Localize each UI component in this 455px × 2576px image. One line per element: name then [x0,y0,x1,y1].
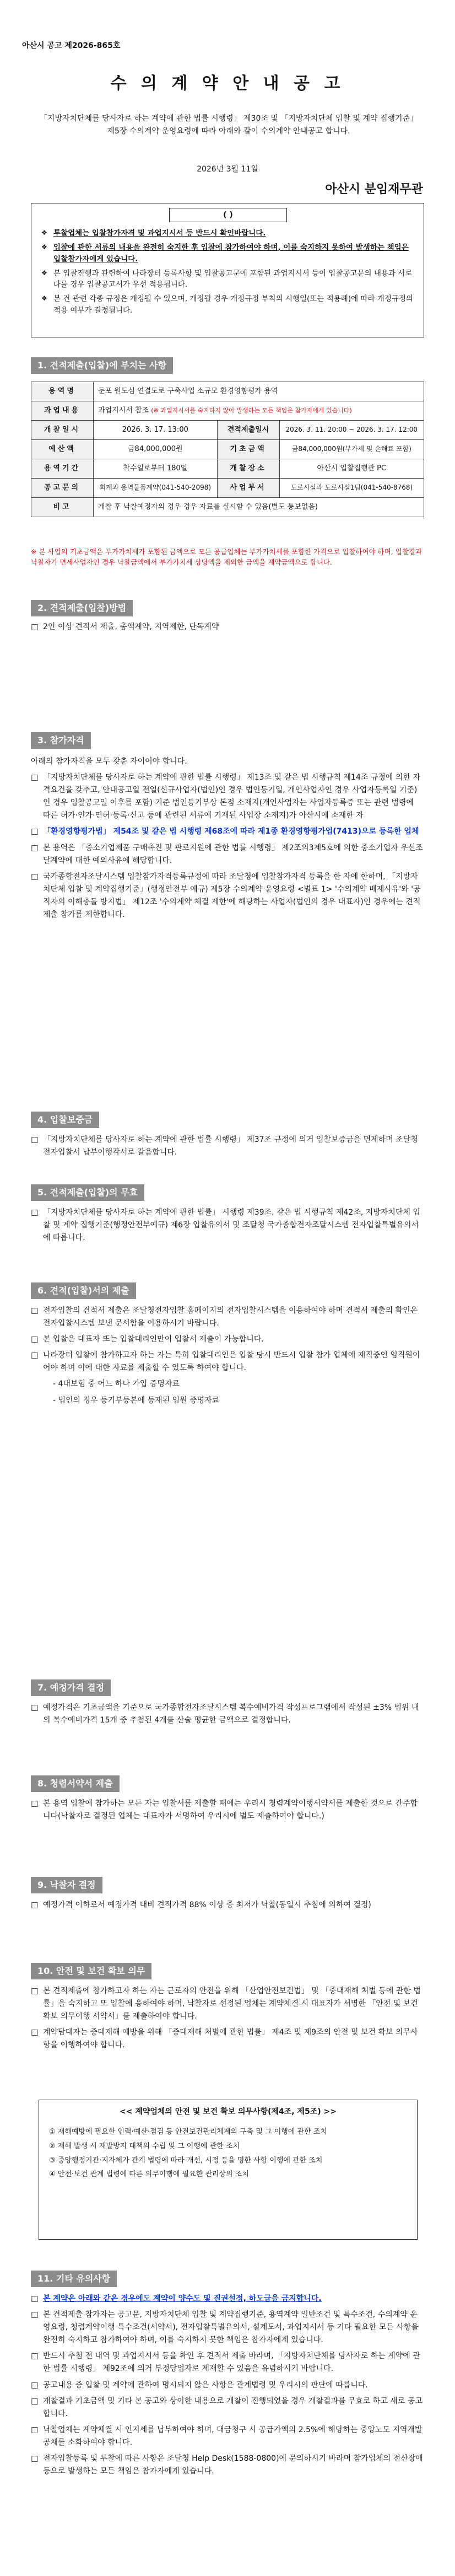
list-item: ☐ 「지방자치단체를 당사자로 하는 계약에 관한 법률 시행령」 제37조 규정에 의거 입찰보증금을 면제하며 조달청 전자입찰서 납부이행각서로 갈음합니다. [31,1134,423,1159]
label-submit: 견적제출일시 [217,421,279,440]
notice-box [31,203,424,337]
list-item: ① 재해예방에 필요한 인력·예산·점검 등 안전보건관리체계의 구축 및 그 이행에 관한 조치 [49,2128,327,2136]
table-row [31,382,424,401]
list-item: ☐ 본 입찰은 대표자 또는 입찰대리인만이 입찰서 제출이 가능합니다. [31,1333,423,1346]
notice-item: ❖ 본 입찰진행과 관련하여 나라장터 등록사항 및 입찰공고문에 포함된 과업지시서 등이 입찰공고문의 내용과 서로 다를 경우 입찰공고서가 우선 적용됩니다. [41,268,416,291]
section-heading-4: 4. 입찰보증금 [31,1112,99,1128]
section-heading-2: 2. 견적제출(입찰)방법 [31,600,133,616]
list-item: ☐ 본 계약은 아래와 같은 경우에도 계약이 양수도 및 질권설정, 하도급을 금지합니다. [31,2293,423,2305]
notice-item: ❖ 본 건 관련 각종 규정은 개정될 수 있으며, 개정될 경우 개정규정 부칙의 시행일(또는 적용례)에 따라 개정규정의 적용 여부가 결정됩니다. [41,293,416,316]
label-name: 용역명 [31,382,94,401]
list-item: ☐ 나라장터 입찰에 참가하고자 하는 자는 특히 입찰대리인은 입찰 당시 반드시 입찰 참가 업체에 재직중인 임직원이어야 하며 이에 대한 자료를 제출할 수 있도록 하여야 합니다. [31,1349,423,1375]
label-base: 기초금액 [217,440,279,459]
issuing-org: 아산시 분임재무관 [325,183,423,196]
intro-text: 「지방자치단체를 당사자로 하는 계약에 관한 법률 시행령」 제30조 및 「지방자치단체 입찰 및 계약 집행기준」 제5장 수의계약 운영요령에 따라 아래와 같이 수의계약 안내공고 합니다. [39,114,418,136]
list-item: ☐ 반드시 추첨 전 내역 및 과업지시서 등을 확인 후 견적서 제출 바라며, 「지방자치단체를 당사자로 하는 계약에 관한 법률 시행령」 제92조에 의거 부정당업자로 제재할 수 있음을 유념하시기 바랍니다. [31,2350,423,2375]
table-row [31,479,424,498]
table-row [31,440,424,459]
list-item: ☐ 「환경영향평가법」 제54조 및 같은 법 시행령 제68조에 따라 제1종 환경영향평가업(7413)으로 등록한 업체 [31,825,423,838]
value-base: 금84,000,000원(부가세 및 손해료 포함) [279,440,424,459]
table-row [31,421,424,440]
table-row [31,459,424,479]
value-content: 과업지시서 참조 (※ 과업지시서를 숙지하지 않아 발생하는 모든 책임은 참가자에게 있습니다) [94,401,424,421]
label-note: 비고 [31,498,94,517]
section-heading-6: 6. 견적(입찰)서의 제출 [31,1282,136,1299]
label-duration: 용역기간 [31,459,94,479]
list-subitem: - 4대보험 중 어느 하나 가입 증명자료 [53,1380,180,1389]
section-8-body [31,1797,423,1826]
value-dept: 도로시설과 도로시설1팀(041-540-8768) [279,479,424,498]
label-period: 개찰일시 [31,421,94,440]
list-item: ☐ 공고내용 중 입찰 및 계약에 관하여 명시되지 않은 사항은 관계법령 및 우리시의 판단에 따릅니다. [31,2379,423,2392]
safety-box-title: << 계약업체의 안전 및 보건 확보 의무사항(제4조, 제5조) >> [120,2107,337,2116]
label-contact: 공고문의 [31,479,94,498]
value-contact: 회계과 용역물품계약(041-540-2098) [94,479,218,498]
section-heading-1: 1. 견적제출(입찰)에 부치는 사항 [31,357,173,374]
list-item: ☐ 전자입찰의 견적서 제출은 조달청전자입찰 홈페이지의 전자입찰시스템을 이용하여야 하며 견적서 제출의 확인은 전자입찰시스템 보낸 문서함을 이용하시기 바랍니다. [31,1305,423,1330]
section-9-body [31,1899,423,1915]
section-7-body [31,1702,423,1730]
list-item: ☐ 낙찰업체는 계약체결 시 인지세를 납부하여야 하며, 대금청구 시 공급가액의 2.5%에 해당하는 중앙노도 지역개발공채를 소화하여야 합니다. [31,2424,423,2449]
section-4-body [31,1134,423,1162]
content-warning: (※ 과업지시서를 숙지하지 않아 발생하는 모든 책임은 참가자에게 있습니다) [151,406,352,414]
value-note: 개찰 후 낙찰예정자의 경우 경우 자료를 실시할 수 있음(별도 통보없음) [94,498,424,517]
section-2-body [31,621,423,637]
list-item: ☐ 본 견적제출 참가자는 공고문, 지방자치단체 입찰 및 계약집행기준, 용역계약 일반조건 및 특수조건, 수의계약 운영요령, 청렴계약이행 특수조건(서약서), 전자입찰특별유의서, 설계도서, 과업지시서 등 기타 필요한 모든 사항을 완전히 숙지하고 참가하여야 하며, 이를 숙지하지 못한 책임은 참가자에게 있습니다. [31,2309,423,2347]
safety-list [49,2127,410,2183]
section-3-lead: 아래의 참가자격을 모두 갖춘 자이어야 합니다. [31,757,187,766]
doc-number: 아산시 공고 제2026-865호 [22,41,121,50]
section-heading-5: 5. 견적제출(입찰)의 무효 [31,1184,144,1201]
value-name: 둔포 원도심 연결도로 구축사업 소규모 환경영향평가 용역 [94,382,424,401]
label-dept: 사업부서 [217,479,279,498]
section-heading-11: 11. 기타 유의사항 [31,2271,117,2287]
table-footnote: ※ 본 사업의 기초금액은 부가가치세가 포함된 금액으로 모든 공급업체는 부가가치세를 포함한 가격으로 입찰하여야 하며, 입찰결과 낙찰자가 면세사업자인 경우 낙찰금액에서 부가가치세 상당액을 제외한 금액을 계약금액으로 합니다. [31,548,422,566]
notice-list [41,228,416,319]
notice-item: ❖ 입찰에 관한 서류의 내용을 완전히 숙지한 후 입찰에 참가하여야 하며, 이를 숙지하지 못하여 발생하는 책임은 입찰참가자에게 있습니다. [41,242,416,265]
label-place: 개찰장소 [217,459,279,479]
section-3-body [31,755,423,925]
table-row [31,498,424,517]
announcement-date: 2026년 3월 11일 [197,165,258,174]
list-item: ☐ 본 견적제출에 참가하고자 하는 자는 근로자의 안전을 위해 「산업안전보건법」 및 「중대재해 처벌 등에 관한 법률」을 숙지하고 또 입찰에 응하여야 하며, 낙찰자로 선정된 업체는 계약체결 시 대표자가 서명한 「안전 및 보건 확보 의무이행 서약서」를 제출하여야 합니다. [31,1985,423,2023]
section-heading-8: 8. 청렴서약서 제출 [31,1775,120,1792]
list-item: ☐ 본 용역은 「중소기업제품 구매촉진 및 판로지원에 관한 법률 시행령」 제2조의3제5호에 의한 중소기업자 우선조달계약에 대한 예외사유에 해당합니다. [31,842,423,867]
list-item: ☐ 2인 이상 견적서 제출, 총액계약, 지역제한, 단독계약 [31,621,423,634]
notice-item: ❖ 투찰업체는 입찰참가자격 및 과업지시서 등 반드시 확인바랍니다. [41,228,416,239]
table-row [31,401,424,421]
list-item: ④ 안전·보건 관계 법령에 따른 의무이행에 필요한 관리상의 조치 [49,2170,249,2179]
label-content: 과업내용 [31,401,94,421]
value-submit: 2026. 3. 11. 20:00 ~ 2026. 3. 17. 12:00 [279,421,424,440]
list-item: ② 재해 발생 시 재발방지 대책의 수립 및 그 이행에 관한 조치 [49,2142,240,2150]
section-heading-7: 7. 예정가격 결정 [31,1679,111,1696]
list-item: ☐ 「지방자치단체를 당사자로 하는 계약에 관한 법률」 시행령 제39조, 같은 법 시행규칙 제42조, 지방자치단체 입찰 및 계약 집행기준(행정안전부예규) 제6장 입찰유의서 및 조달청 국가종합전자조달시스템 전자입찰특별유의서에 따릅니다. [31,1206,423,1244]
list-item: ☐ 본 용역 입찰에 참가하는 모든 자는 입찰서를 제출할 때에는 우리시 청렴계약이행서약서를 제출한 것으로 간주합니다(낙찰자로 결정된 업체는 대표자가 서명하여 우리시에 별도 제출하여야 합니다.) [31,1797,423,1823]
label-budget: 예산액 [31,440,94,459]
section-heading-3: 3. 참가자격 [31,732,91,749]
list-item: ☐ 전자입찰등록 및 투찰에 따른 사항은 조달청 Help Desk(1588-0800)에 문의하시기 바라며 참가업체의 전산장애 등으로 발생하는 모든 책임은 참가자에게 있습니다. [31,2452,423,2478]
section-10-body [31,1985,423,2055]
value-period: 2026. 3. 17. 13:00 [94,421,218,440]
section-heading-9: 9. 낙찰자 결정 [31,1877,102,1893]
list-item: ☐ 「지방자치단체를 당사자로 하는 계약에 관한 법률 시행령」 제13조 및 같은 법 시행규칙 제14조 규정에 의한 자격요건을 갖추고, 안내공고일 전일(신규사업자(법인)인 경우 법인등기일, 개인사업자인 경우 사업자등록일 기준)인 경우 입찰공고일 이후를 포함) 기준 법인등기부상 본점 소재지(개인사업자는 사업자등록증 또는 관련 법령에 따른 허가·인가·면허·등록·신고 등에 관련된 서류에 기재된 사업장 소재지)가 아산시에 소재한 자 [31,771,423,822]
section-5-body [31,1206,423,1248]
value-budget: 금84,000,000원 [94,440,218,459]
section-11-body [31,2293,423,2481]
value-place: 아산시 입찰집행관 PC [279,459,424,479]
list-item: ☐ 예정가격 이하로서 예정가격 대비 견적가격 88% 이상 중 최저가 낙찰(동일시 추첨에 의하여 결정) [31,1899,423,1912]
section-6-body [31,1305,423,1410]
safety-obligations-box [39,2100,418,2240]
list-item: ☐ 예정가격은 기초금액을 기준으로 국가종합전자조달시스템 복수예비가격 작성프로그램에서 작성된 ±3% 범위 내의 복수예비가격 15개 중 추첨된 4개를 산술 평균한 금액으로 결정합니다. [31,1702,423,1727]
section-heading-10: 10. 안전 및 보건 확보 의무 [31,1963,151,1979]
value-duration: 착수일로부터 180일 [94,459,218,479]
notice-heading: ( ) [169,208,287,222]
list-item: ☐ 계약담대자는 중대재해 예방을 위해 「중대재해 처벌에 관한 법률」 제4조 및 제9조의 안전 및 보건 확보 의무사항을 이행하여야 합니다. [31,2026,423,2052]
list-item: ☐ 국가종합전자조달시스템 입찰참가자격등록규정에 따라 조달청에 입찰참가자격 등록을 한 자에 한하며, 「지방자치단체 입찰 및 계약집행기준」(행정안전부 예규) 제5장 수의계약 운영요령 <별표 1> '수의계약 배제사유'와 '공직자의 이해충돌 방지법」 제12조 '수의계약 체결 제한'에 해당하는 사업자(법인의 경우 대표자)인 경우에는 견적제출 참가를 제한합니다. [31,871,423,921]
page-title: 수 의 계 약 안 내 공 고 [110,74,345,93]
info-table [31,382,424,517]
list-subitem: - 법인의 경우 등기부등본에 등재된 임원 증명자료 [53,1396,220,1405]
list-item: ☐ 개찰결과 기초금액 및 기타 본 공고와 상이한 내용으로 개찰이 진행되었을 경우 개찰결과를 무효로 하고 새로 공고합니다. [31,2395,423,2421]
list-item: ③ 중앙행정기관·지자체가 관계 법령에 따라 개선, 시정 등을 명한 사항 이행에 관한 조치 [49,2156,323,2165]
